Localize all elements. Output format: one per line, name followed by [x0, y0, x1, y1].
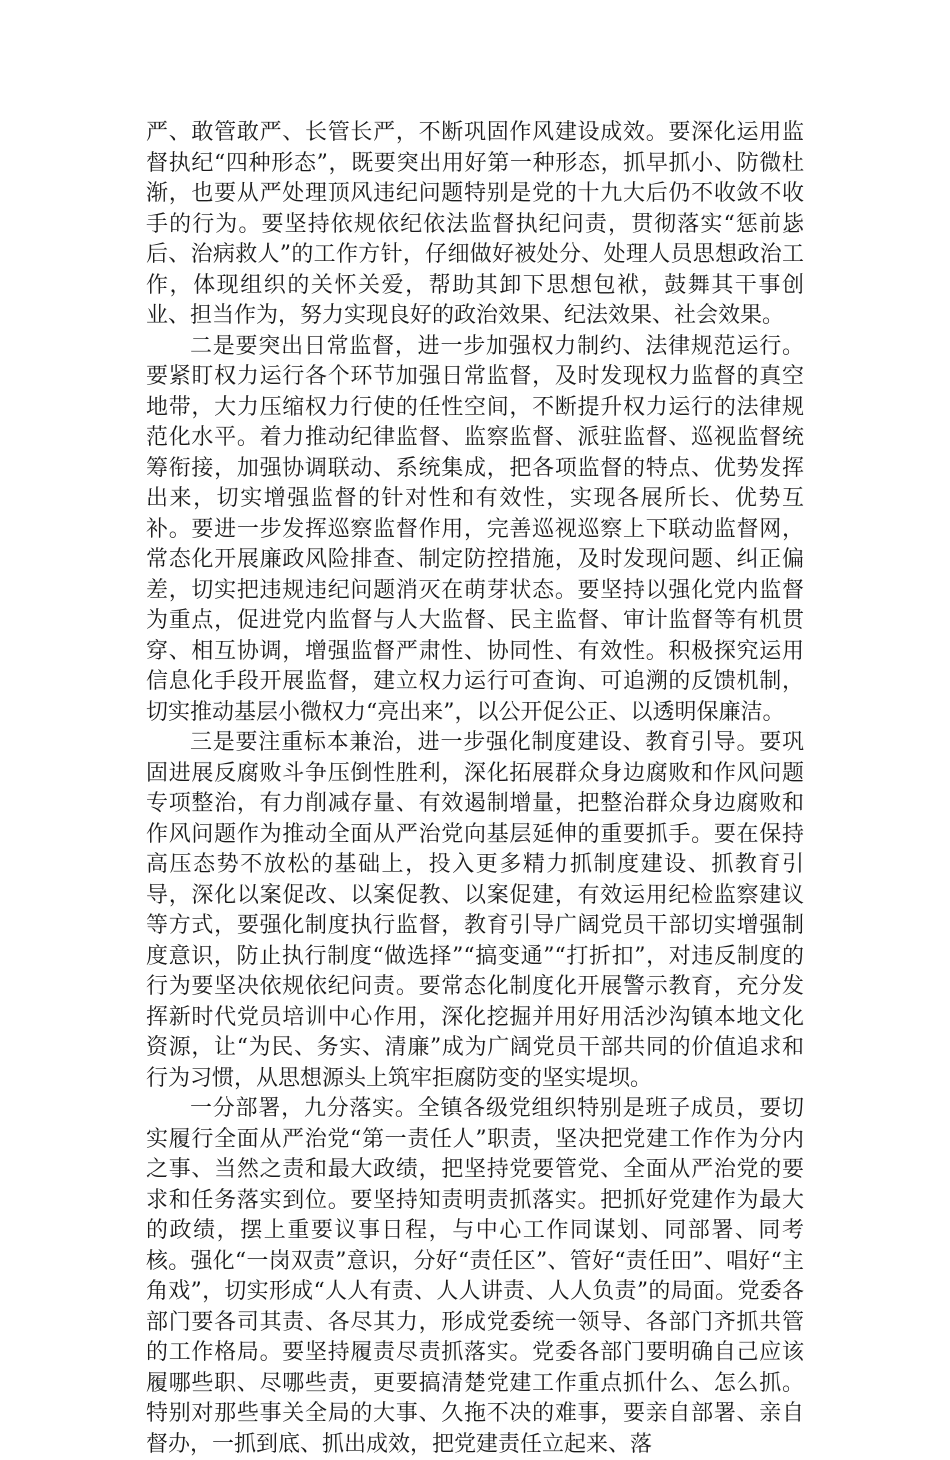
paragraph-4: 一分部署，九分落实。全镇各级党组织特别是班子成员，要切实履行全面从严治党“第一责任人”职责，坚决把党建工作作为分内之事、当然之责和最大政绩，把坚持党要管党、全面从严治党的要求和任务落实到位。要坚持知责明责抓落实。把抓好党建作为最大的政绩，摆上重要议事日程，与中心工作同谋划、同部署、同考核。强化“一岗双责”意识，分好“责任区”、管好“责任田”、唱好“主角戏”，切实形成“人人有责、人人讲责、人人负责”的局面。党委各部门要各司其责、各尽其力，形成党委统一领导、各部门齐抓共管的工作格局。要坚持履责尽责抓落实。党委各部门要明确自己应该履哪些职、尽哪些责，更要搞清楚党建工作重点抓什么、怎么抓。特别对那些事关全局的大事、久拖不决的难事，要亲自部署、亲自督办，一抓到底、抓出成效，把党建责任立起来、落: [146, 1096, 804, 1457]
paragraph-2: 二是要突出日常监督，进一步加强权力制约、法律规范运行。要紧盯权力运行各个环节加强日常监督，及时发现权力监督的真空地带，大力压缩权力行使的任性空间，不断提升权力运行的法律规范化水平。着力推动纪律监督、监察监督、派驻监督、巡视监督统筹衔接，加强协调联动、系统集成，把各项监督的特点、优势发挥出来，切实增强监督的针对性和有效性，实现各展所长、优势互补。要进一步发挥巡察监督作用，完善巡视巡察上下联动监督网，常态化开展廉政风险排查、制定防控措施，及时发现问题、纠正偏差，切实把违规违纪问题消灭在萌芽状态。要坚持以强化党内监督为重点，促进党内监督与人大监督、民主监督、审计监督等有机贯穿、相互协调，增强监督严肃性、协同性、有效性。积极探究运用信息化手段开展监督，建立权力运行可查询、可追溯的反馈机制，切实推动基层小微权力“亮出来”，以公开促公正、以透明保廉洁。: [146, 333, 804, 725]
paragraph-1: 严、敢管敢严、长管长严，不断巩固作风建设成效。要深化运用监督执纪“四种形态”，既要突出用好第一种形态，抓早抓小、防微杜渐，也要从严处理顶风违纪问题特别是党的十九大后仍不收敛不收手的行为。要坚持依规依纪依法监督执纪问责，贯彻落实“惩前毖后、治病救人”的工作方针，仔细做好被处分、处理人员思想政治工作，体现组织的关怀关爱，帮助其卸下思想包袱，鼓舞其干事创业、担当作为，努力实现良好的政治效果、纪法效果、社会效果。: [146, 120, 804, 328]
paragraph-3: 三是要注重标本兼治，进一步强化制度建设、教育引导。要巩固进展反腐败斗争压倒性胜利，深化拓展群众身边腐败和作风问题专项整治，有力削减存量、有效遏制增量，把整治群众身边腐败和作风问题作为推动全面从严治党向基层延伸的重要抓手。要在保持高压态势不放松的基础上，投入更多精力抓制度建设、抓教育引导，深化以案促改、以案促教、以案促建，有效运用纪检监察建议等方式，要强化制度执行监督，教育引导广阔党员干部切实增强制度意识，防止执行制度“做选择”“搞变通”“打折扣”，对违反制度的行为要坚决依规依纪问责。要常态化制度化开展警示教育，充分发挥新时代党员培训中心作用，深化挖掘并用好用活沙沟镇本地文化资源，让“为民、务实、清廉”成为广阔党员干部共同的价值追求和行为习惯，从思想源头上筑牢拒腐防变的坚实堤坝。: [146, 730, 804, 1091]
document-page: [146, 118, 804, 1460]
